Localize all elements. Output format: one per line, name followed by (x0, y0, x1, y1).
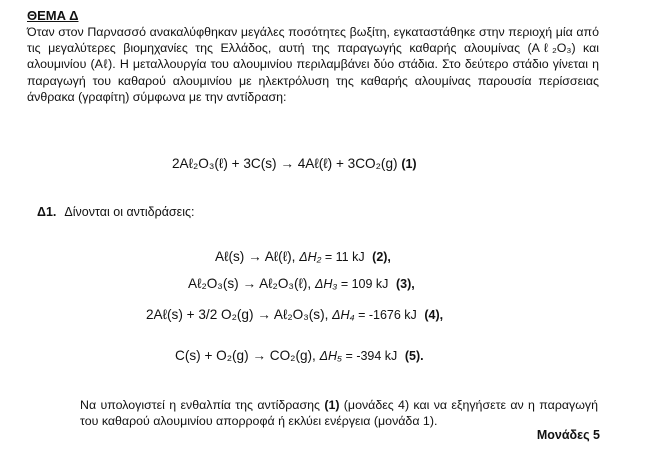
reaction-4-equation: 2Aℓ(s) + 3/2 O₂(g) → Aℓ₂O₃(s), (146, 307, 329, 322)
intro-text-1: Όταν στον Παρνασσό ανακαλύφθηκαν μεγάλες ποσότητες βωξίτη, εγκαταστάθηκε στην περιοχή μία από τις μεγαλύτερες βιομηχανίες της Ελλάδος, αυτή της παραγωγής καθαρής αλουμίνας ( (27, 25, 599, 56)
reaction-4 (146, 306, 443, 324)
reaction-3-label: (3), (395, 277, 415, 291)
main-reaction-equation: 2Aℓ₂O₃(ℓ) + 3C(s) → 4Aℓ(ℓ) + 3CO₂(g) (172, 156, 398, 171)
aluminium-symbol: Aℓ (94, 57, 109, 72)
question-reaction-ref: (1) (324, 398, 340, 412)
reaction-4-dh-symbol: ΔH₄ (332, 308, 355, 322)
section-heading: ΘΕΜΑ Δ (27, 8, 79, 23)
reaction-5-dh-value: = -394 kJ (345, 349, 398, 363)
reaction-3-dh-symbol: ΔH₃ (314, 277, 338, 291)
reaction-2-dh-value: = 11 kJ (324, 250, 365, 264)
question-text-1: Να υπολογιστεί η ενθαλπία της αντίδρασης (80, 398, 325, 412)
reaction-5-dh-symbol: ΔH₅ (319, 349, 343, 363)
reaction-3-enthalpy (315, 277, 388, 291)
intro-text-3: ). Η μεταλλουργία του αλουμινίου περιλαμβάνει δύο στάδια. Στο δεύτερο στάδιο γίνεται η παραγωγή του καθαρού αλουμινίου με ηλεκτρόλυση της καθαρής αλουμίνας παρουσία περίσσειας άνθρακα (γραφίτη) σύμφωνα με την αντίδραση: (27, 57, 599, 104)
question-paragraph (80, 398, 598, 429)
reaction-3-dh-value: = 109 kJ (340, 277, 389, 291)
points-total: Μονάδες 5 (536, 428, 600, 442)
reaction-3 (188, 275, 415, 293)
reaction-2-label: (2), (372, 250, 391, 264)
main-reaction-label: (1) (401, 157, 417, 171)
intro-paragraph (27, 24, 599, 105)
d1-label: Δ1. (37, 205, 57, 219)
reaction-2 (215, 248, 391, 266)
reaction-5 (175, 347, 424, 365)
alumina-formula: Aℓ₂O₃ (531, 41, 572, 56)
intro-text-2: ) και αλουμινίου ( (27, 41, 600, 72)
d1-text: Δίνονται οι αντιδράσεις: (64, 205, 195, 219)
question-text-2: (μονάδες 4) και να εξηγήσετε αν η παραγωγή του καθαρού αλουμινίου απορροφά ή εκλύει ενέργεια (μονάδα 1). (80, 398, 598, 428)
reaction-4-label: (4), (424, 308, 444, 322)
reaction-4-enthalpy (332, 308, 417, 322)
reaction-4-dh-value: = -1676 kJ (358, 308, 417, 322)
reaction-2-equation: Aℓ(s) → Aℓ(ℓ), (215, 249, 296, 264)
reaction-3-equation: Aℓ₂O₃(s) → Aℓ₂O₃(ℓ), (188, 276, 312, 291)
reaction-5-label: (5). (404, 349, 424, 363)
reaction-2-dh-symbol: ΔH₂ (299, 250, 322, 264)
main-reaction (172, 155, 417, 173)
reaction-5-equation: C(s) + O₂(g) → CO₂(g), (175, 348, 316, 363)
reaction-5-enthalpy (320, 349, 398, 363)
reaction-2-enthalpy (299, 250, 364, 264)
d1-prompt (37, 205, 195, 219)
